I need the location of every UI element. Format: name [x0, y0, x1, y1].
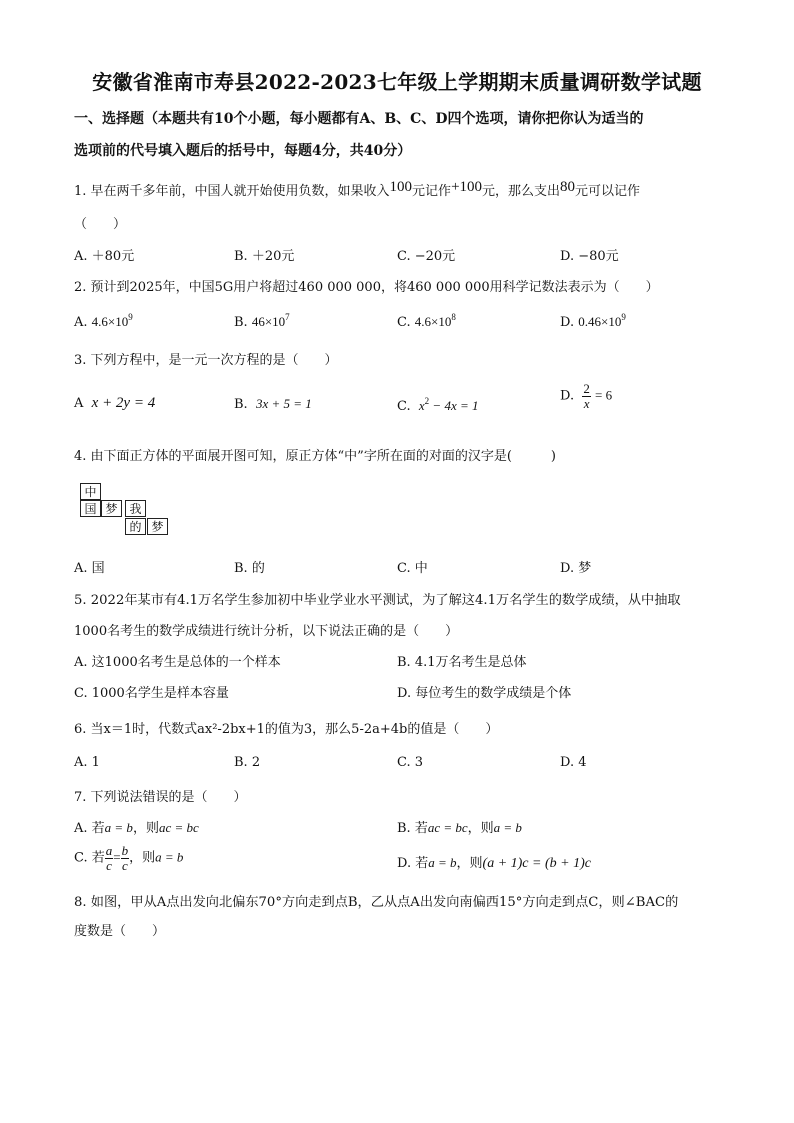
net-cell-zhong: 中 — [80, 483, 101, 500]
q6-option-b: B. 2 — [234, 755, 261, 770]
q1-option-d: D. −80元 — [560, 249, 619, 264]
q7-a-cond: a = b — [104, 820, 133, 835]
q7-d-mid: ，则 — [456, 856, 483, 871]
q2-c-exp: 8 — [451, 312, 456, 322]
q3-a-label: A — [74, 396, 84, 411]
q7-d-cond: a = b — [428, 855, 457, 870]
q4-option-c: C. 中 — [397, 561, 428, 576]
q7-option-b — [397, 817, 522, 836]
q3-b-expr: 3x + 5 = 1 — [255, 396, 312, 411]
q1-option-a: A. ＋80元 — [74, 249, 135, 264]
q2-d-label: D. — [560, 315, 575, 330]
q3-c-expr-a: x — [418, 398, 425, 413]
q1-stem-b: 元记作 — [412, 184, 452, 199]
q2-c-label: C. — [397, 315, 411, 330]
q7-option-c — [74, 844, 183, 872]
q6-option-c: C. 3 — [397, 755, 424, 770]
q1-stem-a: 1. 早在两千多年前，中国人就开始使用负数，如果收入 — [74, 184, 390, 199]
q7-c-n2: b — [121, 843, 129, 858]
q7-a-mid: ，则 — [132, 821, 159, 836]
q7-c-d1: c — [106, 857, 112, 873]
q7-b-conc: a = b — [493, 820, 522, 835]
q7-b-cond: ac = bc — [427, 820, 468, 835]
question-3-stem: 3. 下列方程中，是一元一次方程的是（ ） — [74, 353, 338, 368]
q7-c-frac1 — [105, 844, 114, 872]
q7-c-conc: a = b — [155, 849, 184, 865]
q2-c-base: 4.6×10 — [414, 314, 452, 329]
q7-d-label: D. 若 — [397, 856, 429, 871]
q7-b-mid: ，则 — [467, 821, 494, 836]
q2-option-d — [560, 312, 626, 330]
section-heading-line2: 选项前的代号填入题后的括号中，每题4分，共40分） — [74, 143, 412, 159]
net-cell-de: 的 — [125, 518, 146, 535]
q3-a-expr: x + 2y = 4 — [91, 395, 156, 411]
question-6-stem: 6. 当x＝1时，代数式ax²-2bx+1的值为3，那么5-2a+4b的值是（ ） — [74, 722, 499, 737]
q2-b-base: 46×10 — [251, 314, 286, 329]
q2-a-label: A. — [74, 315, 88, 330]
question-5-line2: 1000名考生的数学成绩进行统计分析，以下说法正确的是（ ） — [74, 624, 459, 639]
q7-c-eq: = — [113, 849, 121, 865]
q5-option-b: B. 4.1万名考生是总体 — [397, 655, 527, 670]
q3-c-label: C. — [397, 399, 411, 414]
q2-option-a — [74, 312, 133, 330]
q1-n100: 100 — [389, 179, 413, 195]
q2-option-b — [234, 312, 290, 330]
question-2-stem: 2. 预计到2025年，中国5G用户将超过460 000 000，将460 000 000用科学记数法表示为（ ） — [74, 280, 659, 295]
q4-option-d: D. 梦 — [560, 561, 592, 576]
q6-option-d: D. 4 — [560, 755, 587, 770]
question-5-line1: 5. 2022年某市有4.1万名学生参加初中毕业学业水平测试，为了解这4.1万名学生的数学成绩，从中抽取 — [74, 593, 681, 608]
q3-d-den: x — [583, 395, 590, 411]
q3-option-d — [560, 382, 612, 410]
q2-b-exp: 7 — [285, 312, 290, 322]
q2-d-exp: 9 — [621, 312, 626, 322]
q2-a-base: 4.6×10 — [91, 314, 129, 329]
q3-option-c — [397, 396, 479, 414]
net-cell-guo: 国 — [80, 500, 101, 517]
q1-paren: （ ） — [74, 217, 127, 232]
q7-a-conc: ac = bc — [158, 820, 199, 835]
net-cell-meng2: 梦 — [147, 518, 168, 535]
q7-d-conc: (a + 1)c = (b + 1)c — [482, 856, 591, 871]
q1-stem-d: 元可以记作 — [575, 184, 641, 199]
q3-option-b — [234, 396, 312, 412]
q3-d-num: 2 — [583, 381, 590, 396]
q3-c-exp: 2 — [424, 396, 430, 406]
q4-option-b: B. 的 — [234, 561, 265, 576]
question-8-line1: 8. 如图，甲从A点出发向北偏东70°方向走到点B，乙从点A出发向南偏西15°方向走到点C，则∠BAC的 — [74, 895, 679, 910]
q7-a-label: A. 若 — [74, 821, 105, 836]
q7-b-label: B. 若 — [397, 821, 428, 836]
question-1-stem — [74, 180, 640, 200]
q1-p100: +100 — [451, 179, 483, 195]
q7-c-n1: a — [105, 843, 113, 858]
q7-option-a — [74, 817, 199, 836]
q5-option-a: A. 这1000名考生是总体的一个样本 — [74, 655, 281, 670]
q5-option-c: C. 1000名学生是样本容量 — [74, 686, 229, 701]
q2-d-base: 0.46×10 — [578, 314, 622, 329]
q6-option-a: A. 1 — [74, 755, 100, 770]
q3-d-rhs: = 6 — [595, 387, 613, 403]
section-heading-line1: 一、选择题（本题共有10个小题，每小题都有A、B、C、D四个选项，请你把你认为适当的 — [74, 111, 644, 127]
q7-option-d — [397, 852, 591, 872]
q3-b-label: B. — [234, 397, 248, 412]
q1-option-b: B. ＋20元 — [234, 249, 295, 264]
q5-option-d: D. 每位考生的数学成绩是个体 — [397, 686, 572, 701]
q2-b-label: B. — [234, 315, 248, 330]
question-7-stem: 7. 下列说法错误的是（ ） — [74, 790, 247, 805]
net-cell-wo: 我 — [125, 500, 146, 517]
q7-c-frac2 — [121, 844, 130, 872]
q1-n80: 80 — [560, 179, 576, 195]
q2-option-c — [397, 312, 456, 330]
q1-option-c: C. −20元 — [397, 249, 456, 264]
q3-d-label: D. — [560, 388, 575, 404]
question-4-stem: 4. 由下面正方体的平面展开图可知，原正方体“中”字所在面的对面的汉字是( ) — [74, 449, 556, 464]
q7-c-mid: ，则 — [129, 850, 156, 866]
q2-a-exp: 9 — [128, 312, 133, 322]
q3-c-expr-b: − 4x = 1 — [429, 398, 479, 413]
question-8-line2: 度数是（ ） — [74, 924, 166, 939]
net-cell-meng1: 梦 — [101, 500, 122, 517]
q1-stem-c: 元，那么支出 — [482, 184, 561, 199]
q4-option-a: A. 国 — [74, 561, 105, 576]
q7-c-d2: c — [121, 857, 128, 873]
q3-d-fraction — [582, 382, 591, 410]
page-title: 安徽省淮南市寿县2022-2023七年级上学期期末质量调研数学试题 — [92, 70, 702, 94]
q7-c-label: C. 若 — [74, 850, 105, 866]
q3-option-a — [74, 395, 155, 412]
